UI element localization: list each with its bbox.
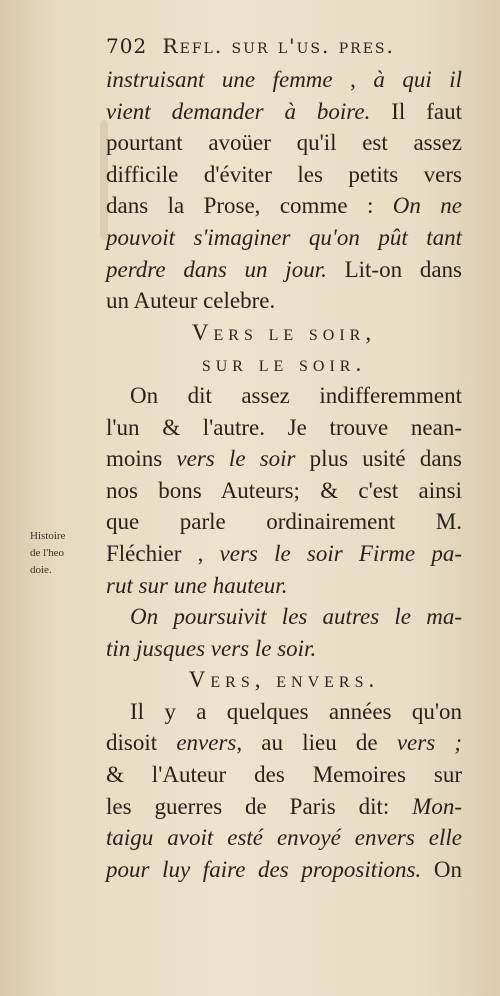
text-line: que parle ordinairement M. [106, 509, 462, 535]
margin-note-line: Histoire [30, 530, 66, 542]
text-line: sur le soir. [201, 351, 367, 377]
text-line: pouvoit s'imaginer qu'on pût tant [106, 224, 462, 250]
margin-note [30, 528, 102, 579]
text-line: pour luy faire des propositions. On [106, 856, 462, 882]
text-line: Vers, envers. [188, 667, 380, 693]
text-line: moins vers le soir plus usité dans [106, 446, 462, 472]
margin-note-line: de l'heo [30, 547, 65, 559]
page-header [106, 34, 436, 58]
text-line: les guerres de Paris dit: Mon- [106, 793, 462, 819]
text-line: & l'Auteur des Memoires sur [106, 762, 462, 788]
text-line: Vers le soir, [191, 319, 377, 345]
text-line: pourtant avoüer qu'il est assez [106, 130, 462, 156]
text-line: difficile d'éviter les petits vers [106, 161, 462, 187]
text-line: dans la Prose, comme : On ne [106, 193, 462, 219]
running-title: Refl. sur l'us. pres. [162, 34, 395, 58]
text-line: instruisant une femme , à qui il [106, 67, 463, 92]
text-line: vient demander à boire. Il faut [106, 98, 462, 124]
margin-note-line: doie. [30, 564, 52, 576]
page-body-text [106, 64, 462, 885]
page-number: 702 [106, 34, 148, 58]
text-line: On dit assez indifferemment [130, 382, 462, 408]
text-line: nos bons Auteurs; & c'est ainsi [106, 477, 462, 503]
text-line: l'un & l'autre. Je trouve nean- [106, 414, 462, 440]
text-line: taigu avoit esté envoyé envers elle [106, 825, 462, 851]
text-line: tin jusques vers le soir. [106, 635, 317, 661]
text-line: un Auteur celebre. [106, 288, 276, 314]
text-line: Il y a quelques années qu'on [130, 698, 462, 724]
text-line: On poursuivit les autres le ma- [130, 604, 462, 630]
text-line: disoit envers, au lieu de vers ; [106, 730, 463, 756]
text-line: rut sur une hauteur. [106, 572, 288, 598]
text-line: Fléchier , vers le soir Firme pa- [106, 540, 462, 566]
text-line: perdre dans un jour. Lit-on dans [106, 256, 463, 282]
